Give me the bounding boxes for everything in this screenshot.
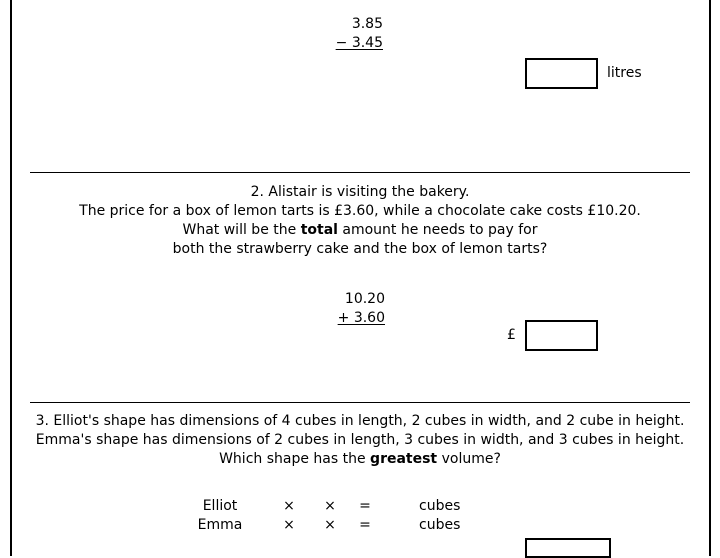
q2-text-line: The price for a box of lemon tarts is £3.60, while a chocolate cake costs £10.20. xyxy=(79,203,641,219)
q3-text-line: Emma's shape has dimensions of 2 cubes in length, 3 cubes in width, and 3 cubes in height. xyxy=(35,432,685,448)
q3-row-name: Emma xyxy=(197,517,243,533)
section-divider xyxy=(30,172,690,173)
q2-title: 2. Alistair is visiting the bakery. xyxy=(250,184,470,200)
q3-emphasis: greatest xyxy=(370,451,438,467)
q3-row-unit: cubes xyxy=(419,517,461,533)
q2-sum-bottom: + 3.60 xyxy=(337,310,385,326)
q1-sum-bottom: − 3.45 xyxy=(335,35,383,51)
q2-question-line: What will be the total amount he needs to pay for xyxy=(182,222,538,238)
q3-row-name: Elliot xyxy=(202,498,238,514)
q2-emphasis: total xyxy=(300,222,338,238)
q3-answer-box[interactable] xyxy=(525,538,611,558)
q2-sum-top: 10.20 xyxy=(344,291,385,307)
equals-sign: = xyxy=(359,498,371,514)
q3-row-unit: cubes xyxy=(419,498,461,514)
worksheet-border xyxy=(10,0,711,556)
times-sign: × xyxy=(283,498,295,514)
q1-unit-label: litres xyxy=(607,65,642,81)
q3-question-line: Which shape has the greatest volume? xyxy=(219,451,501,467)
q1-sum-top: 3.85 xyxy=(351,16,383,32)
q3-text-line: 3. Elliot's shape has dimensions of 4 cubes in length, 2 cubes in width, and 2 cube in height. xyxy=(35,413,685,429)
times-sign: × xyxy=(324,517,336,533)
times-sign: × xyxy=(324,498,336,514)
q2-question-line-2: both the strawberry cake and the box of lemon tarts? xyxy=(172,241,548,257)
currency-symbol: £ xyxy=(507,327,516,343)
times-sign: × xyxy=(283,517,295,533)
q2-answer-box[interactable] xyxy=(525,320,598,351)
section-divider xyxy=(30,402,690,403)
equals-sign: = xyxy=(359,517,371,533)
q1-answer-box[interactable] xyxy=(525,58,598,89)
